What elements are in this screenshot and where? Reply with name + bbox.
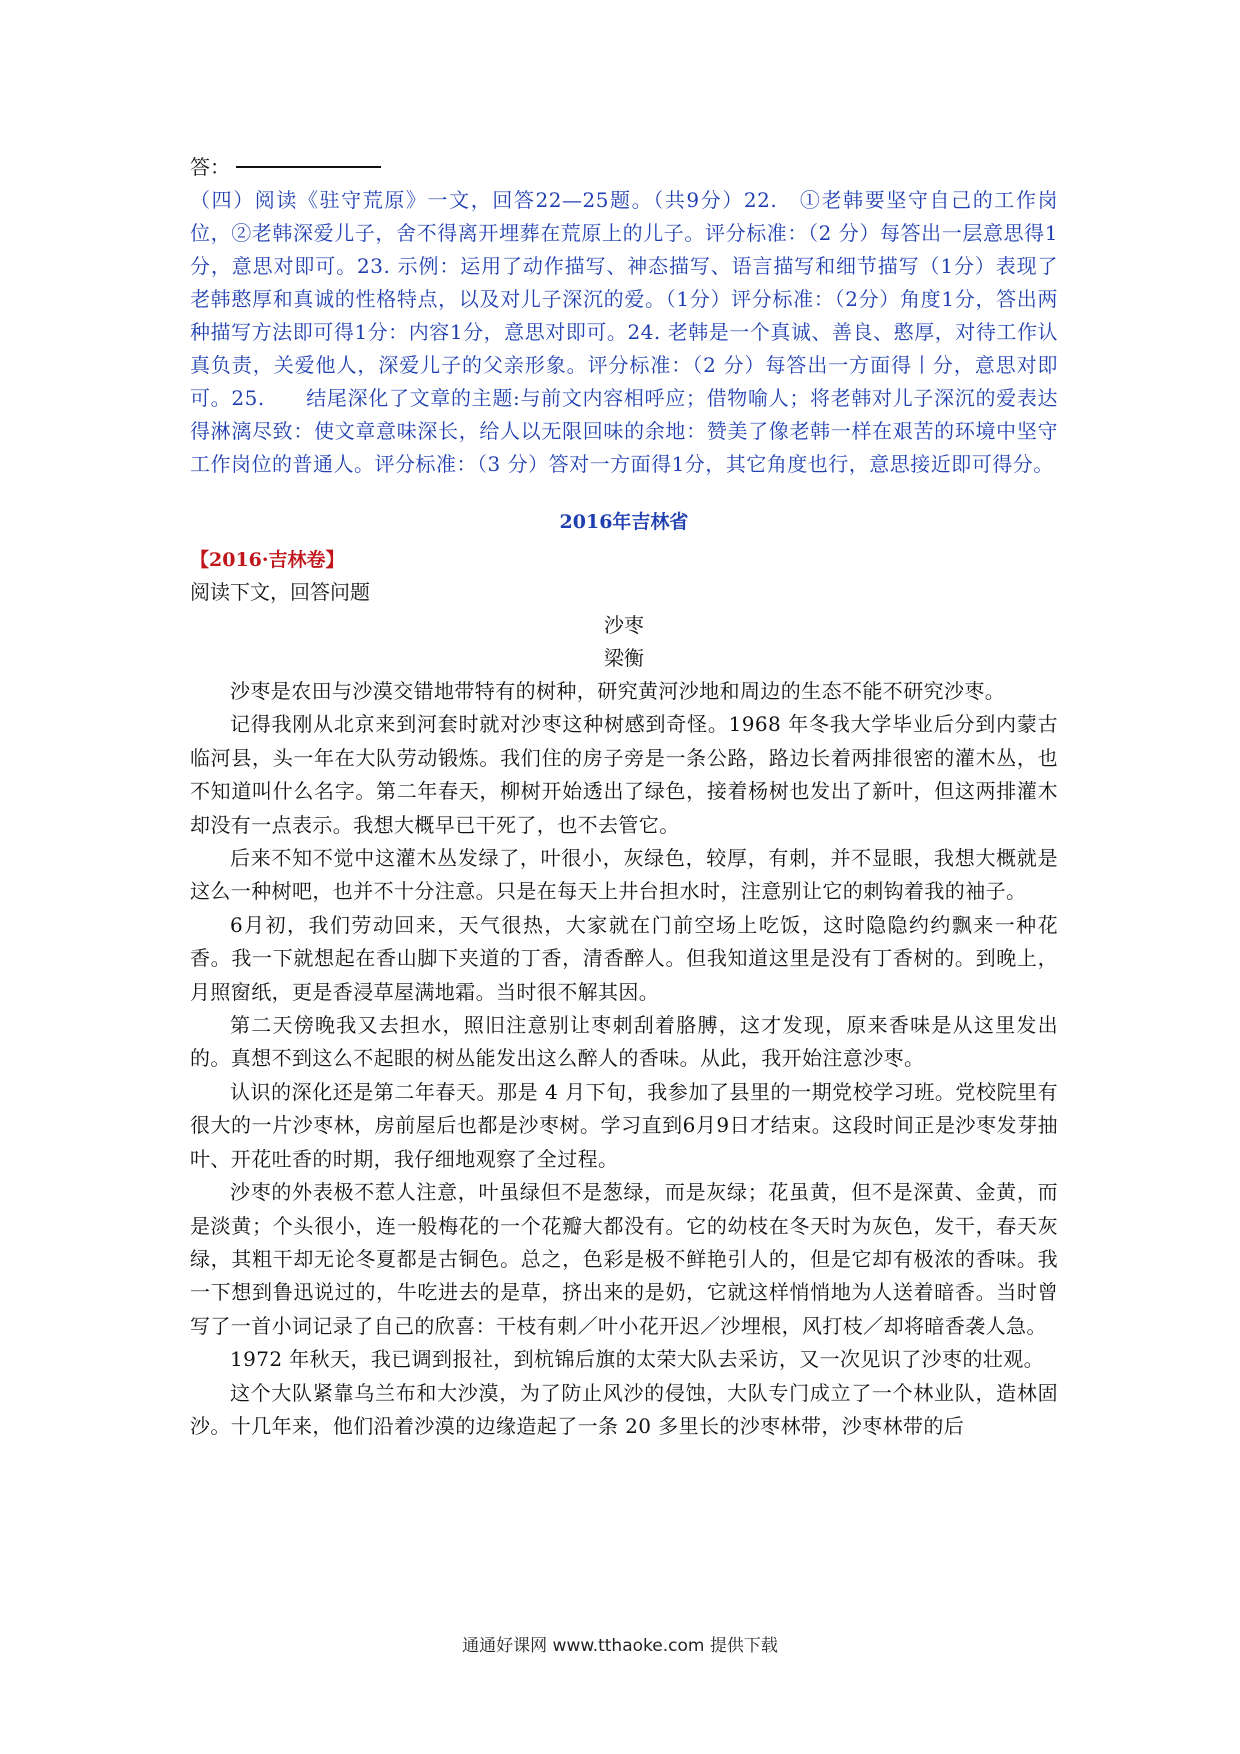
answer-line (190, 152, 1058, 182)
page-footer: 通通好课网 www.tthaoke.com 提供下载 (462, 1636, 778, 1656)
article-paragraph: 1972 年秋天，我已调到报社，到杭锦后旗的太荣大队去采访，又一次见识了沙枣的壮观。 (230, 1347, 1045, 1372)
article-paragraph: 6月初，我们劳动回来，天气很热，大家就在门前空场上吃饭，这时隐隐约约飘来一种花香。我一下就想起在香山脚下夹道的丁香，清香醉人。但我知道这里是没有丁香树的。到晚上，月照窗纸，更是香浸草屋满地霜。当时很不解其因。 (190, 912, 1058, 1004)
answer-prompt: 答： (190, 155, 230, 179)
article-paragraph: 沙枣是农田与沙漠交错地带特有的树种，研究黄河沙地和周边的生态不能不研究沙枣。 (230, 679, 1006, 703)
answer-blank-line (236, 166, 381, 168)
article-title: 沙枣 (604, 613, 644, 637)
article-author: 梁衡 (604, 646, 644, 670)
answer-key-text: （四）阅读《驻守荒原》一文，回答22—25题。（共9分）22. ①老韩要坚守自己的工作岗位，②老韩深爱儿子，舍不得离开埋葬在荒原上的儿子。评分标准：（2 分）每答出一层意思得1分，意思对即可。23. 示例：运用了动作描写、神态描写、语言描写和细节描写（1分）表现了老韩憨厚和真诚的性格特点，以及对儿子深沉的爱。（1分）评分标准：（2分）角度1分，答出两种描写方法即可得1分：内容1分，意思对即可。24. 老韩是一个真诚、善良、憨厚，对待工作认真负责，关爱他人，深爱儿子的父亲形象。评分标准：（2 分）每答出一方面得丨分，意思对即可。25. 结尾深化了文章的主题:与前文内容相呼应；借物喻人；将老韩对儿子深沉的爱表达得淋漓尽致：使文章意味深长，给人以无限回味的余地：赞美了像老韩一样在艰苦的环境中坚守工作岗位的普通人。评分标准：（3 分）答对一方面得1分，其它角度也行，意思接近即可得分。 (190, 188, 1058, 476)
answer-key-block (190, 184, 1058, 481)
article-paragraph: 记得我刚从北京来到河套时就对沙枣这种树感到奇怪。1968 年冬我大学毕业后分到内蒙古临河县，头一年在大队劳动锻炼。我们住的房子旁是一条公路，路边长着两排很密的灌木丛，也不知道叫什么名字。第二年春天，柳树开始透出了绿色，接着杨树也发出了新叶，但这两排灌木却没有一点表示。我想大概早已干死了，也不去管它。 (190, 712, 1058, 837)
reading-instruction: 阅读下文，回答问题 (190, 580, 370, 604)
article-paragraph: 后来不知不觉中这灌木丛发绿了，叶很小，灰绿色，较厚，有刺，并不显眼，我想大概就是这么一种树吧，也并不十分注意。只是在每天上井台担水时，注意别让它的刺钩着我的袖子。 (190, 846, 1058, 904)
document-page (190, 152, 1058, 1443)
article-paragraph: 认识的深化还是第二年春天。那是 4 月下旬，我参加了县里的一期党校学习班。党校院里有很大的一片沙枣林，房前屋后也都是沙枣树。学习直到6月9日才结束。这段时间正是沙枣发芽抽叶、开花吐香的时期，我仔细地观察了全过程。 (190, 1079, 1058, 1171)
article-body (190, 675, 1058, 1443)
section-heading: 2016年吉林省 (559, 511, 689, 533)
article-paragraph: 沙枣的外表极不惹人注意，叶虽绿但不是葱绿，而是灰绿；花虽黄，但不是深黄、金黄，而是淡黄；个头很小，连一般梅花的一个花瓣大都没有。它的幼枝在冬天时为灰色，发干，春天灰绿，其粗干却无论冬夏都是古铜色。总之，色彩是极不鲜艳引人的，但是它却有极浓的香味。我一下想到鲁迅说过的，牛吃进去的是草，挤出来的是奶，它就这样悄悄地为人送着暗香。当时曾写了一首小词记录了自己的欣喜：干枝有刺／叶小花开迟／沙埋根，风打枝／却将暗香袭人急。 (190, 1180, 1058, 1338)
article-paragraph: 第二天傍晚我又去担水，照旧注意别让枣刺刮着胳膊，这才发现，原来香味是从这里发出的。真想不到这么不起眼的树丛能发出这么醉人的香味。从此，我开始注意沙枣。 (190, 1013, 1058, 1071)
article-paragraph: 这个大队紧靠乌兰布和大沙漠，为了防止风沙的侵蚀，大队专门成立了一个林业队，造林固沙。十几年来，他们沿着沙漠的边缘造起了一条 20 多里长的沙枣林带，沙枣林带的后 (190, 1380, 1058, 1438)
source-tag: 【2016·吉林卷】 (190, 549, 345, 571)
